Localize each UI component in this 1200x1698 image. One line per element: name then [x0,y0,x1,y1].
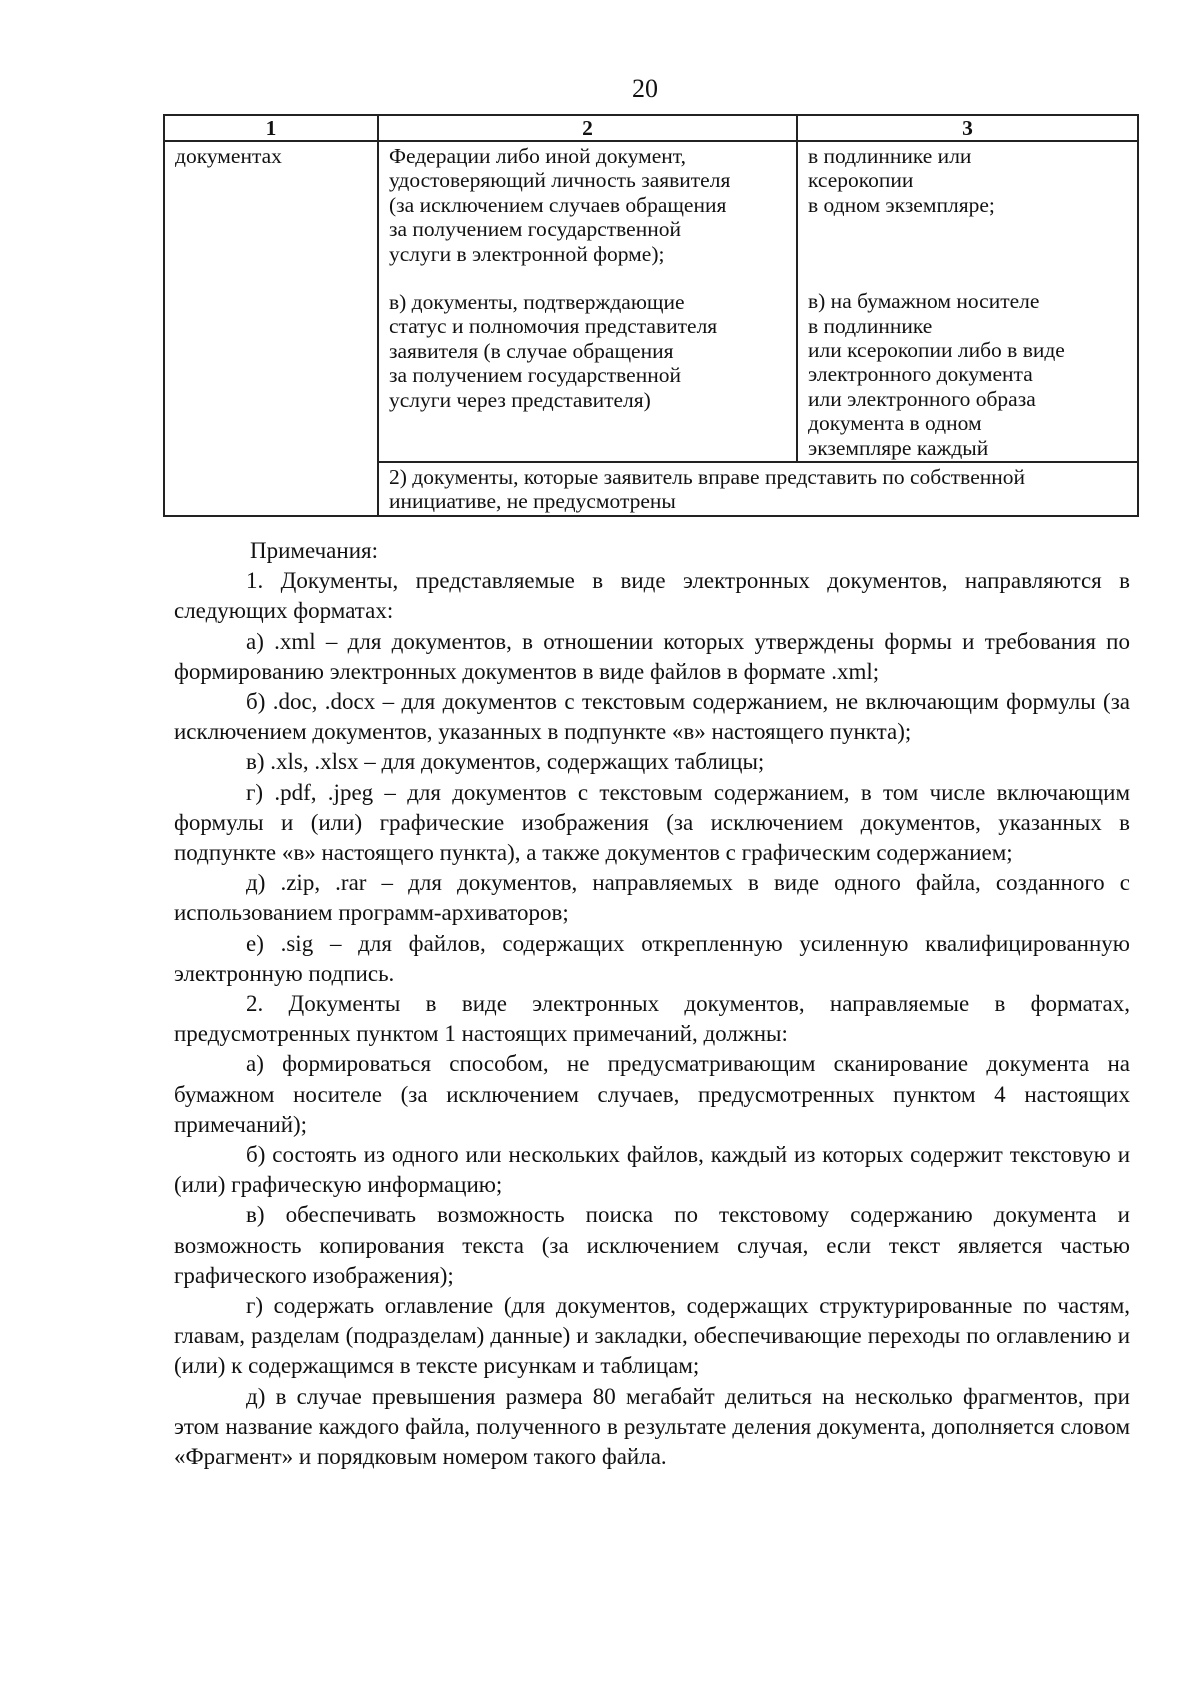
column-header-3: 3 [797,115,1138,141]
text-line: услуги в электронной форме); [389,241,665,266]
identity-form-text [808,144,1127,217]
page-number: 20 [632,74,658,103]
identity-document-text [389,144,786,266]
representative-document-text [389,290,786,412]
note-paragraph: а) формироваться способом, не предусматривающим сканирование документа на бумажном носителе (за исключением случаев, предусмотренных пунктом 4 настоящих примечаний); [174,1051,1130,1137]
text-line: электронного документа [808,362,1033,387]
note-paragraph: 2. Документы в виде электронных документов, направляемые в форматах, предусмотренных пунктом 1 настоящих примечаний, должны: [174,991,1130,1047]
note-paragraph: 1. Документы, представляемые в виде электронных документов, направляются в следующих форматах: [174,568,1130,624]
text-line: в подлиннике или [808,144,972,168]
cell-spacer [808,217,1127,289]
cell-optional-documents [378,462,1138,516]
text-line: Федерации либо иной документ, [389,144,686,168]
note-paragraph: д) в случае превышения размера 80 мегабайт делиться на несколько фрагментов, при этом название каждого файла, полученного в результате деления документа, дополняется словом «Фрагмент» и порядковым номером такого файла. [174,1383,1130,1470]
text-line: в подлиннике [808,313,933,338]
text-line: за получением государственной [389,217,681,242]
note-paragraph: а) .xml – для документов, в отношении которых утверждены формы и требования по формированию электронных документов в виде файлов в формате .xml; [174,628,1130,684]
column-header-2: 2 [378,115,797,141]
text-line: экземпляре каждый [808,435,989,460]
text-line: 2) документы, которые заявитель вправе представить по собственной [389,465,1026,490]
text-line: инициативе, не предусмотрены [389,489,676,514]
cell-documents-list [378,141,797,462]
text-line: или электронного образа [808,386,1036,411]
cell-spacer [389,266,786,290]
note-paragraph: г) содержать оглавление (для документов, содержащих структурированные по частям, главам, разделам (подразделам) данные) и закладки, обеспечивающие переходы по оглавлению и (или) к содержащимся в тексте рисункам и таблицам; [174,1293,1130,1379]
text-line: в одном экземпляре; [808,192,995,217]
note-paragraph: е) .sig – для файлов, содержащих открепленную усиленную квалифицированную электронную подпись. [174,930,1130,986]
requirements-table [163,114,1139,517]
text-line: документа в одном [808,411,982,436]
text-line: статус и полномочия представителя [389,314,718,339]
table-header-row [164,115,1138,141]
note-paragraph: б) состоять из одного или нескольких файлов, каждый из которых содержит текстовую и (или) графическую информацию; [174,1142,1130,1198]
column-header-1: 1 [164,115,378,141]
note-paragraph: д) .zip, .rar – для документов, направляемых в виде одного файла, созданного с использованием программ-архиваторов; [174,870,1130,926]
representative-form-text [808,289,1127,460]
note-paragraph: г) .pdf, .jpeg – для документов с текстовым содержанием, в том числе включающим формулы и (или) графические изображения (за исключением документов, указанных в подпункте «в» настоящего пункта), а также документов с графическим содержанием; [174,779,1130,866]
table-row [164,141,1138,462]
text-line: в) на бумажном носителе [808,289,1040,314]
text-line: услуги через представителя) [389,387,651,412]
notes-section [174,536,1130,1472]
text-line: или ксерокопии либо в виде [808,338,1065,363]
text-line: заявителя (в случае обращения [389,338,674,363]
note-paragraph: в) .xls, .xlsx – для документов, содержащих таблицы; [246,749,765,775]
text-line: (за исключением случаев обращения [389,192,727,217]
text-line: за получением государственной [389,363,681,388]
cell-document-category: документах [164,141,378,516]
notes-title: Примечания: [250,538,378,563]
text-line: удостоверяющий личность заявителя [389,168,731,193]
note-paragraph: в) обеспечивать возможность поиска по текстовому содержанию документа и возможность копирования текста (за исключением случая, если текст является частью графического изображения); [174,1202,1130,1288]
text-line: в) документы, подтверждающие [389,290,685,315]
cell-submission-form [797,141,1138,462]
note-paragraph: б) .doc, .docx – для документов с текстовым содержанием, не включающим формулы (за исключением документов, указанных в подпункте «в» настоящего пункта); [174,689,1130,745]
text-line: ксерокопии [808,168,914,193]
